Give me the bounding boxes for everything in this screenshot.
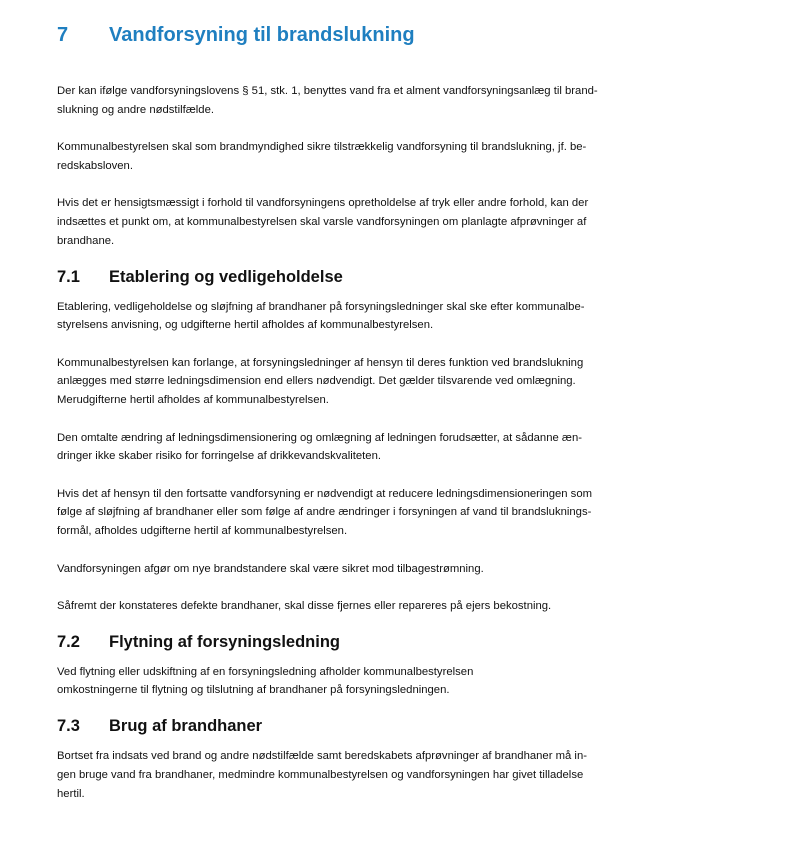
document-page [57,20,657,804]
section-heading-7-1 [57,265,657,289]
paragraph: Vandforsyningen afgør om nye brandstandere skal være sikret mod tilbagestrømning. [57,562,484,575]
section-number: 7.2 [57,632,80,651]
paragraph: Kommunalbestyrelsen skal som brandmyndighed sikre tilstrækkelig vandforsyning til brandslukning, jf. be- redskabsloven. [57,141,587,172]
paragraph: Bortset fra indsats ved brand og andre nødstilfælde samt beredskabets afprøvninger af brandhaner må in- gen bruge vand fra brandhaner, medmindre kommunalbestyrelsen og vandforsyningen har givet tilladelse hertil. [57,750,587,800]
chapter-title: Vandforsyning til brandslukning [109,24,415,46]
section-title: Flytning af forsyningsledning [109,632,340,651]
section-title: Brug af brandhaner [109,717,263,736]
paragraph: Kommunalbestyrelsen kan forlange, at forsyningsledninger af hensyn til deres funktion ved brandslukning anlægges med større ledningsdimension end ellers nødvendigt. Det gælder tilsvarende ved omlægning. Merudgifterne hertil afholdes af kommunalbestyrelsen. [57,356,584,407]
paragraph: Der kan ifølge vandforsyningslovens § 51, stk. 1, benyttes vand fra et alment vandforsyningsanlæg til brand- slukning og andre nødstilfælde. [57,85,598,116]
section-heading-7-2 [57,630,657,654]
chapter-heading [57,20,657,50]
section-heading-7-3 [57,714,657,738]
paragraph: Etablering, vedligeholdelse og sløjfning af brandhaner på forsyningsledninger skal ske efter kommunalbe- styrelsens anvisning, og udgifterne hertil afholdes af kommunalbestyrelsen. [57,300,585,332]
paragraph: Såfremt der konstateres defekte brandhaner, skal disse fjernes eller repareres på ejers bekostning. [57,599,552,612]
section-title: Etablering og vedligeholdelse [109,267,343,286]
paragraph: Hvis det af hensyn til den fortsatte vandforsyning er nødvendigt at reducere ledningsdimensioneringen som følge af sløjfning af brandhaner eller som følge af andre ændringer i forsyningen af vand til brandsluknings- formål, afholdes udgifterne hertil af kommunalbestyrelsen. [57,487,593,538]
section-number: 7.1 [57,267,80,286]
paragraph: Ved flytning eller udskiftning af en forsyningsledning afholder kommunalbestyrelsen omkostningerne til flytning og tilslutning af brandhaner på forsyningsledningen. [57,665,474,697]
paragraph: Den omtalte ændring af ledningsdimensionering og omlægning af ledningen forudsætter, at sådanne æn- dringer ikke skaber risiko for forringelse af drikkevandskvaliteten. [57,431,583,463]
section-number: 7.3 [57,717,80,736]
chapter-number: 7 [57,24,69,46]
paragraph: Hvis det er hensigtsmæssigt i forhold til vandforsyningens opretholdelse af tryk eller andre forhold, kan der indsættes et punkt om, at kommunalbestyrelsen skal varsle vandforsyningen om planlagte afprøvninger af brandhane. [57,197,589,247]
